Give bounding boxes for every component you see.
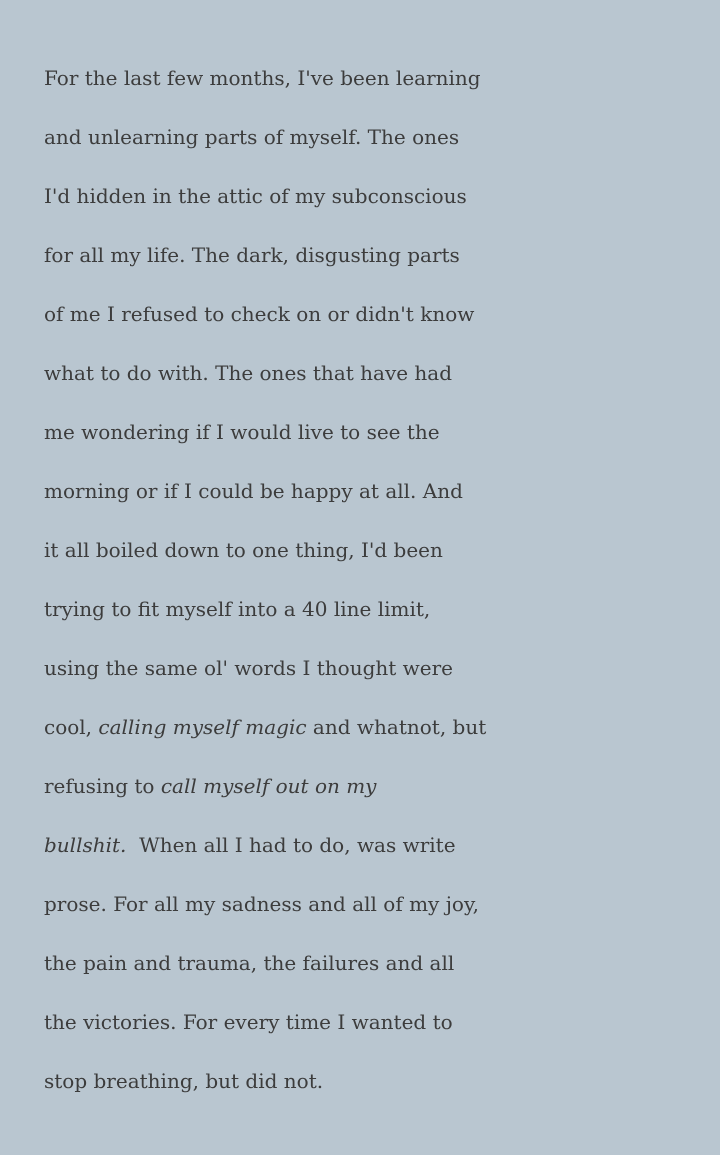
text-segment: and whatnot, but	[306, 715, 487, 739]
text-line	[44, 344, 694, 403]
text-segment: morning or if I could be happy at all. And	[44, 479, 463, 503]
text-line	[44, 698, 694, 757]
text-segment: the victories. For every time I wanted to	[44, 1010, 453, 1034]
text-segment: and unlearning parts of myself. The ones	[44, 125, 460, 149]
text-line	[44, 875, 694, 934]
text-segment: what to do with. The ones that have had	[44, 361, 453, 385]
prose-paragraph	[44, 49, 694, 1111]
text-segment: of me I refused to check on or didn't know	[44, 302, 475, 326]
text-line	[44, 462, 694, 521]
text-line	[44, 285, 694, 344]
text-segment: for all my life. The dark, disgusting parts	[44, 243, 460, 267]
text-segment: I'd hidden in the attic of my subconscious	[44, 184, 467, 208]
text-line	[44, 1052, 694, 1111]
text-line	[44, 816, 694, 875]
text-line	[44, 403, 694, 462]
text-line	[44, 167, 694, 226]
text-segment: stop breathing, but did not.	[44, 1069, 324, 1093]
text-line	[44, 108, 694, 167]
text-segment: prose. For all my sadness and all of my joy,	[44, 892, 479, 916]
text-line	[44, 226, 694, 285]
italic-text-segment: call myself out on my	[160, 774, 377, 798]
text-segment: refusing to	[44, 774, 161, 798]
italic-text-segment: bullshit.	[44, 833, 127, 857]
italic-text-segment: calling myself magic	[98, 715, 307, 739]
text-segment: cool,	[44, 715, 99, 739]
text-line	[44, 639, 694, 698]
text-segment: using the same ol' words I thought were	[44, 656, 454, 680]
text-segment: trying to fit myself into a 40 line limit,	[44, 597, 431, 621]
text-line	[44, 49, 694, 108]
text-segment: me wondering if I would live to see the	[44, 420, 440, 444]
text-line	[44, 757, 694, 816]
text-segment: it all boiled down to one thing, I'd been	[44, 538, 443, 562]
text-segment: When all I had to do, was write	[126, 833, 456, 857]
text-line	[44, 521, 694, 580]
text-segment: the pain and trauma, the failures and all	[44, 951, 455, 975]
text-line	[44, 934, 694, 993]
text-line	[44, 580, 694, 639]
text-segment: For the last few months, I've been learning	[44, 66, 481, 90]
text-line	[44, 993, 694, 1052]
